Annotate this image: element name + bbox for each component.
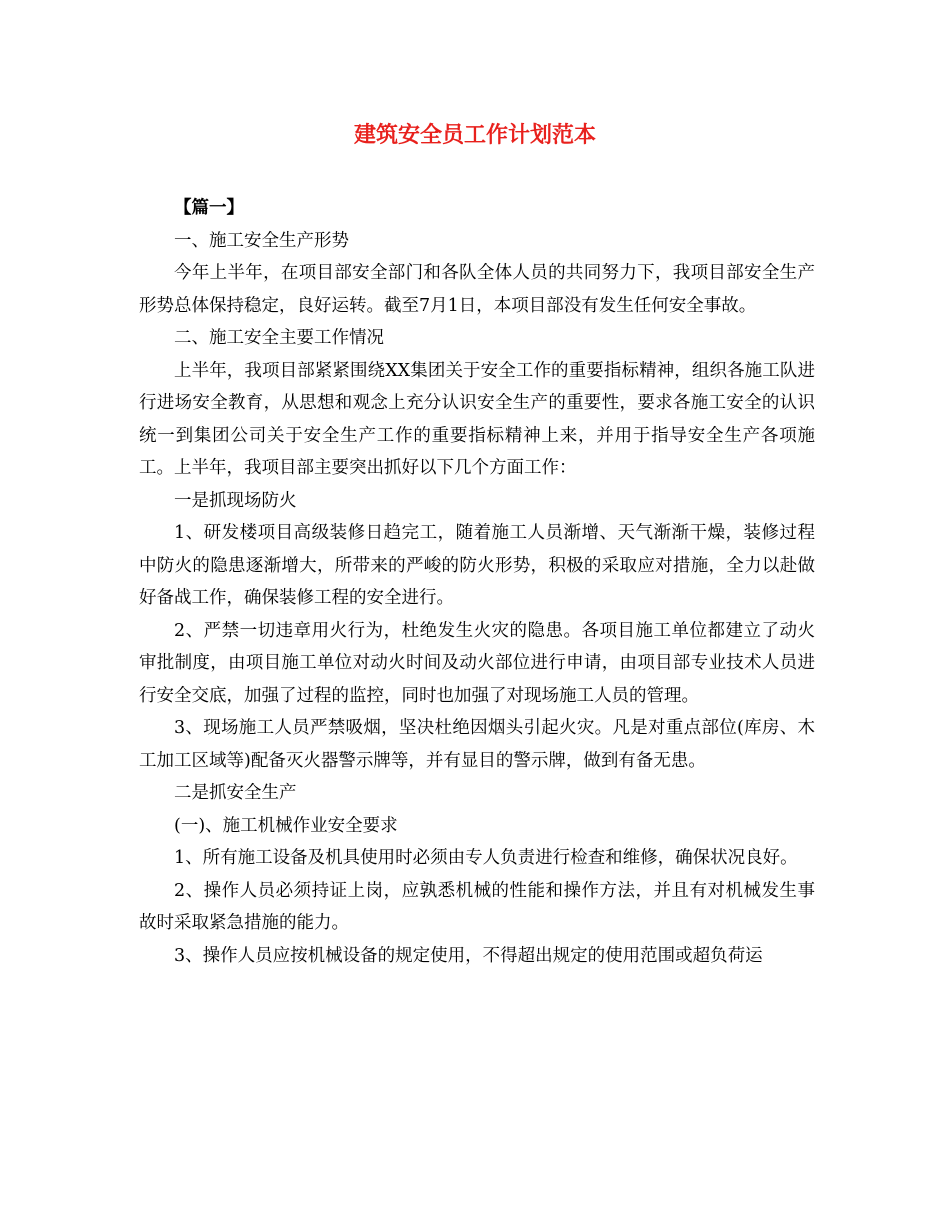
paragraph: 今年上半年，在项目部安全部门和各队全体人员的共同努力下，我项目部安全生产形势总体保持稳定，良好运转。截至7月1日，本项目部没有发生任何安全事故。 <box>139 263 815 316</box>
paragraph: 3、操作人员应按机械设备的规定使用，不得超出规定的使用范围或超负荷运 <box>174 945 763 966</box>
paragraph: 3、现场施工人员严禁吸烟，坚决杜绝因烟头引起火灾。凡是对重点部位(库房、木工加工区域等)配备灭火器警示牌等，并有显目的警示牌，做到有备无患。 <box>139 718 815 771</box>
paragraph: 2、操作人员必须持证上岗，应孰悉机械的性能和操作方法，并且有对机械发生事故时采取紧急措施的能力。 <box>139 880 815 933</box>
paragraph: 2、严禁一切违章用火行为，杜绝发生火灾的隐患。各项目施工单位都建立了动火审批制度，由项目施工单位对动火时间及动火部位进行申请，由项目部专业技术人员进行安全交底，加强了过程的监控，同时也加强了对现场施工人员的管理。 <box>139 620 815 706</box>
paragraph: 1、研发楼项目高级装修日趋完工，随着施工人员渐增、天气渐渐干燥，装修过程中防火的隐患逐渐增大，所带来的严峻的防火形势，积极的采取应对措施，全力以赴做好备战工作，确保装修工程的安全进行。 <box>139 523 815 608</box>
heading-2: 二、施工安全主要工作情况 <box>174 328 384 348</box>
paragraph: 1、所有施工设备及机具使用时必须由专人负责进行检查和维修，确保状况良好。 <box>174 848 798 868</box>
document-body <box>139 192 815 972</box>
subheading: 一是抓现场防火 <box>174 490 297 511</box>
heading-1: 一、施工安全生产形势 <box>174 230 349 251</box>
paragraph: 上半年，我项目部紧紧围绕XX集团关于安全工作的重要指标精神，组织各施工队进行进场安全教育，从思想和观念上充分认识安全生产的重要性，要求各施工安全的认识统一到集团公司关于安全生产工作的重要指标精神上来，并用于指导安全生产各项施工。上半年，我项目部主要突出抓好以下几个方面工作： <box>139 360 815 478</box>
subheading: (一)、施工机械作业安全要求 <box>174 815 398 836</box>
section-marker: 【篇一】 <box>174 198 244 218</box>
subheading: 二是抓安全生产 <box>174 783 297 803</box>
document-title: 建筑安全员工作计划范本 <box>353 122 596 148</box>
